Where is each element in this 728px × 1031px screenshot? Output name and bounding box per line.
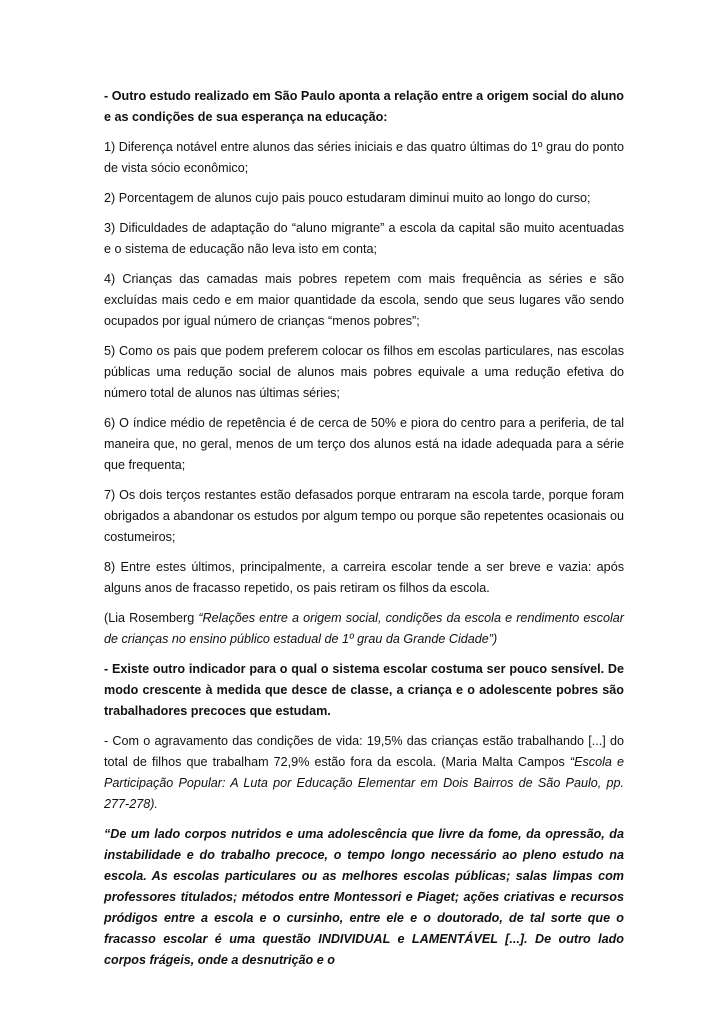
finding-8: 8) Entre estes últimos, principalmente, a carreira escolar tende a ser breve e vazia: após alguns anos de fracasso repetido, os pais retiram os filhos da escola.	[104, 560, 624, 595]
finding-7: 7) Os dois terços restantes estão defasados porque entraram na escola tarde, porque foram obrigados a abandonar os estudos por algum tempo ou porque são repetentes ocasionais ou costumeiros;	[104, 488, 624, 544]
citation-title: “Relações entre a origem social, condições da escola e rendimento escolar de crianças no ensino público estadual de 1º grau da Grande Cidade”)	[104, 611, 624, 646]
finding-4: 4) Crianças das camadas mais pobres repetem com mais frequência as séries e são excluídas mais cedo e em maior quantidade da escola, sendo que seus lugares vão sendo ocupados por igual número de crianças “menos pobres”;	[104, 272, 624, 328]
campos-citation: “Escola e Participação Popular: A Luta por Educação Elementar em Dois Bairros de São Paulo, pp. 277-278).	[104, 755, 624, 811]
intro-paragraph: - Outro estudo realizado em São Paulo aponta a relação entre a origem social do aluno e as condições de sua esperança na educação:	[104, 89, 624, 124]
finding-6: 6) O índice médio de repetência é de cerca de 50% e piora do centro para a periferia, de tal maneira que, no geral, menos de um terço dos alunos está na idade adequada para a série que frequenta;	[104, 416, 624, 472]
finding-5: 5) Como os pais que podem preferem colocar os filhos em escolas particulares, nas escolas públicas uma redução social de alunos mais pobres equivale a uma redução efetiva do número total de alunos nas últimas séries;	[104, 344, 624, 400]
finding-3: 3) Dificuldades de adaptação do “aluno migrante” a escola da capital são muito acentuadas e o sistema de educação não leva isto em conta;	[104, 221, 624, 256]
finding-2: 2) Porcentagem de alunos cujo pais pouco estudaram diminui muito ao longo do curso;	[104, 191, 591, 205]
citation-rosemberg	[104, 608, 624, 650]
indicator-paragraph: - Existe outro indicador para o qual o sistema escolar costuma ser pouco sensível. De modo crescente à medida que desce de classe, a criança e o adolescente pobres são trabalhadores precoces que estudam.	[104, 662, 624, 718]
campos-paragraph	[104, 731, 624, 815]
quote-paragraph: “De um lado corpos nutridos e uma adolescência que livre da fome, da opressão, da instabilidade e do trabalho precoce, o tempo longo necessário ao pleno estudo na escola. As escolas particulares ou as melhores escolas públicas; salas limpas com professores titulados; métodos entre Montessori e Piaget; ações criativas e recursos pródigos entre a escola e o cursinho, entre ele e o doutorado, de tal sorte que o fracasso escolar é uma questão INDIVIDUAL e LAMENTÁVEL [...]. De outro lado corpos frágeis, onde a desnutrição e o	[104, 827, 624, 967]
finding-1: 1) Diferença notável entre alunos das séries iniciais e das quatro últimas do 1º grau do ponto de vista sócio econômico;	[104, 140, 624, 175]
campos-text: - Com o agravamento das condições de vida: 19,5% das crianças estão trabalhando [...] do total de filhos que trabalham 72,9% estão fora da escola. (Maria Malta Campos	[104, 734, 624, 769]
citation-author: (Lia Rosemberg	[104, 611, 199, 625]
